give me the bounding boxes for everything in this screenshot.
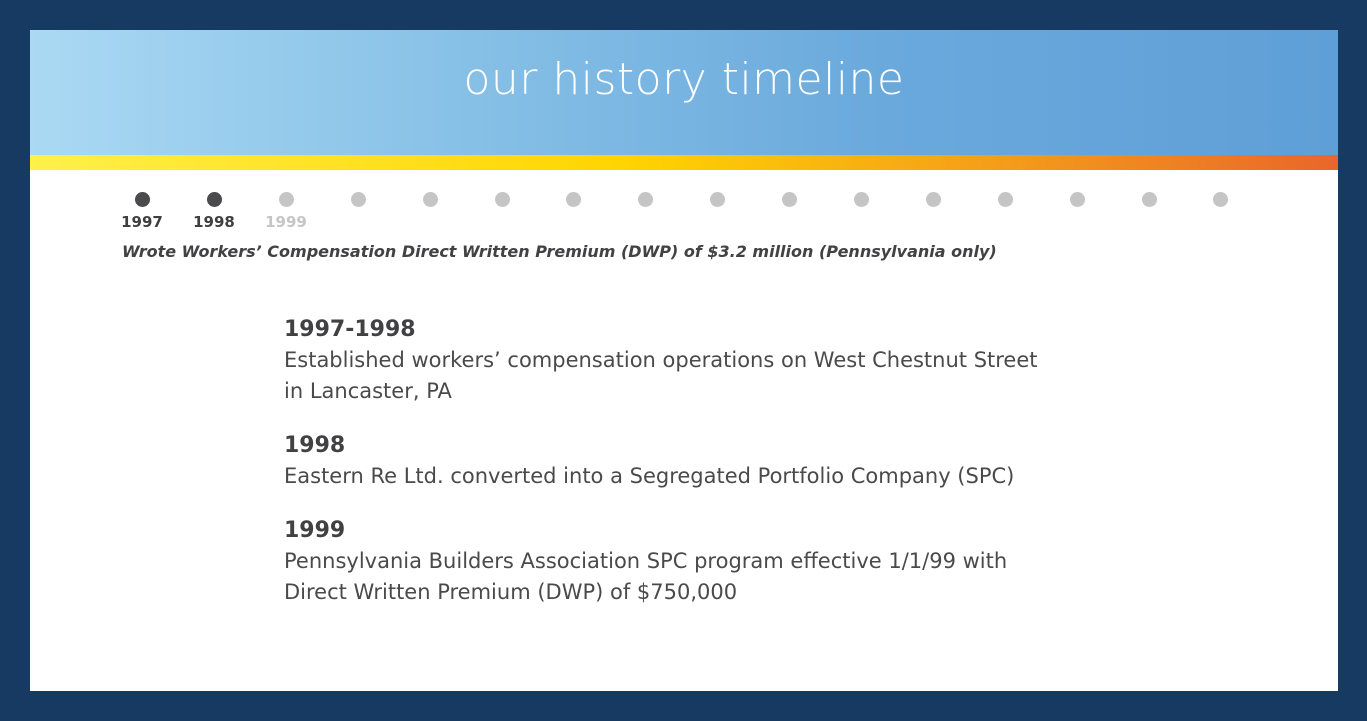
timeline-dot[interactable] — [854, 192, 869, 207]
entry-text: Direct Written Premium (DWP) of $750,000 — [284, 580, 738, 604]
history-entry — [284, 516, 1144, 608]
timeline-year-1997[interactable]: 1997 — [121, 213, 163, 231]
accent-bar — [30, 155, 1338, 170]
timeline-dot[interactable] — [926, 192, 941, 207]
timeline-dot[interactable] — [710, 192, 725, 207]
history-entry — [284, 431, 1144, 492]
entry-title: 1999 — [284, 518, 346, 543]
entry-title: 1998 — [284, 433, 346, 458]
timeline-year-1999[interactable]: 1999 — [265, 213, 307, 231]
header-banner — [30, 30, 1338, 155]
page-title: our history timeline — [463, 54, 905, 105]
timeline-dot[interactable] — [1142, 192, 1157, 207]
timeline-dot[interactable] — [998, 192, 1013, 207]
timeline-dot[interactable] — [782, 192, 797, 207]
timeline-caption: Wrote Workers’ Compensation Direct Written Premium (DWP) of $3.2 million (Pennsylvania only) — [122, 242, 997, 261]
timeline-dot-1999[interactable] — [279, 192, 294, 207]
entry-text: Established workers’ compensation operations on West Chestnut Street — [284, 348, 1038, 372]
entry-title: 1997-1998 — [284, 317, 416, 342]
timeline-dot-1997[interactable] — [135, 192, 150, 207]
timeline-dot-1998[interactable] — [207, 192, 222, 207]
timeline-year-1998[interactable]: 1998 — [193, 213, 235, 231]
entry-text: in Lancaster, PA — [284, 379, 452, 403]
timeline-dot[interactable] — [638, 192, 653, 207]
history-entries — [284, 315, 1144, 632]
timeline-dot[interactable] — [1213, 192, 1228, 207]
timeline-nav — [30, 188, 1338, 238]
timeline-dot[interactable] — [423, 192, 438, 207]
content-frame — [30, 30, 1338, 691]
entry-text: Eastern Re Ltd. converted into a Segregated Portfolio Company (SPC) — [284, 464, 1015, 488]
timeline-dot[interactable] — [495, 192, 510, 207]
timeline-dot[interactable] — [351, 192, 366, 207]
entry-text: Pennsylvania Builders Association SPC program effective 1/1/99 with — [284, 549, 1008, 573]
timeline-dot[interactable] — [1070, 192, 1085, 207]
history-entry — [284, 315, 1144, 407]
timeline-dot[interactable] — [566, 192, 581, 207]
